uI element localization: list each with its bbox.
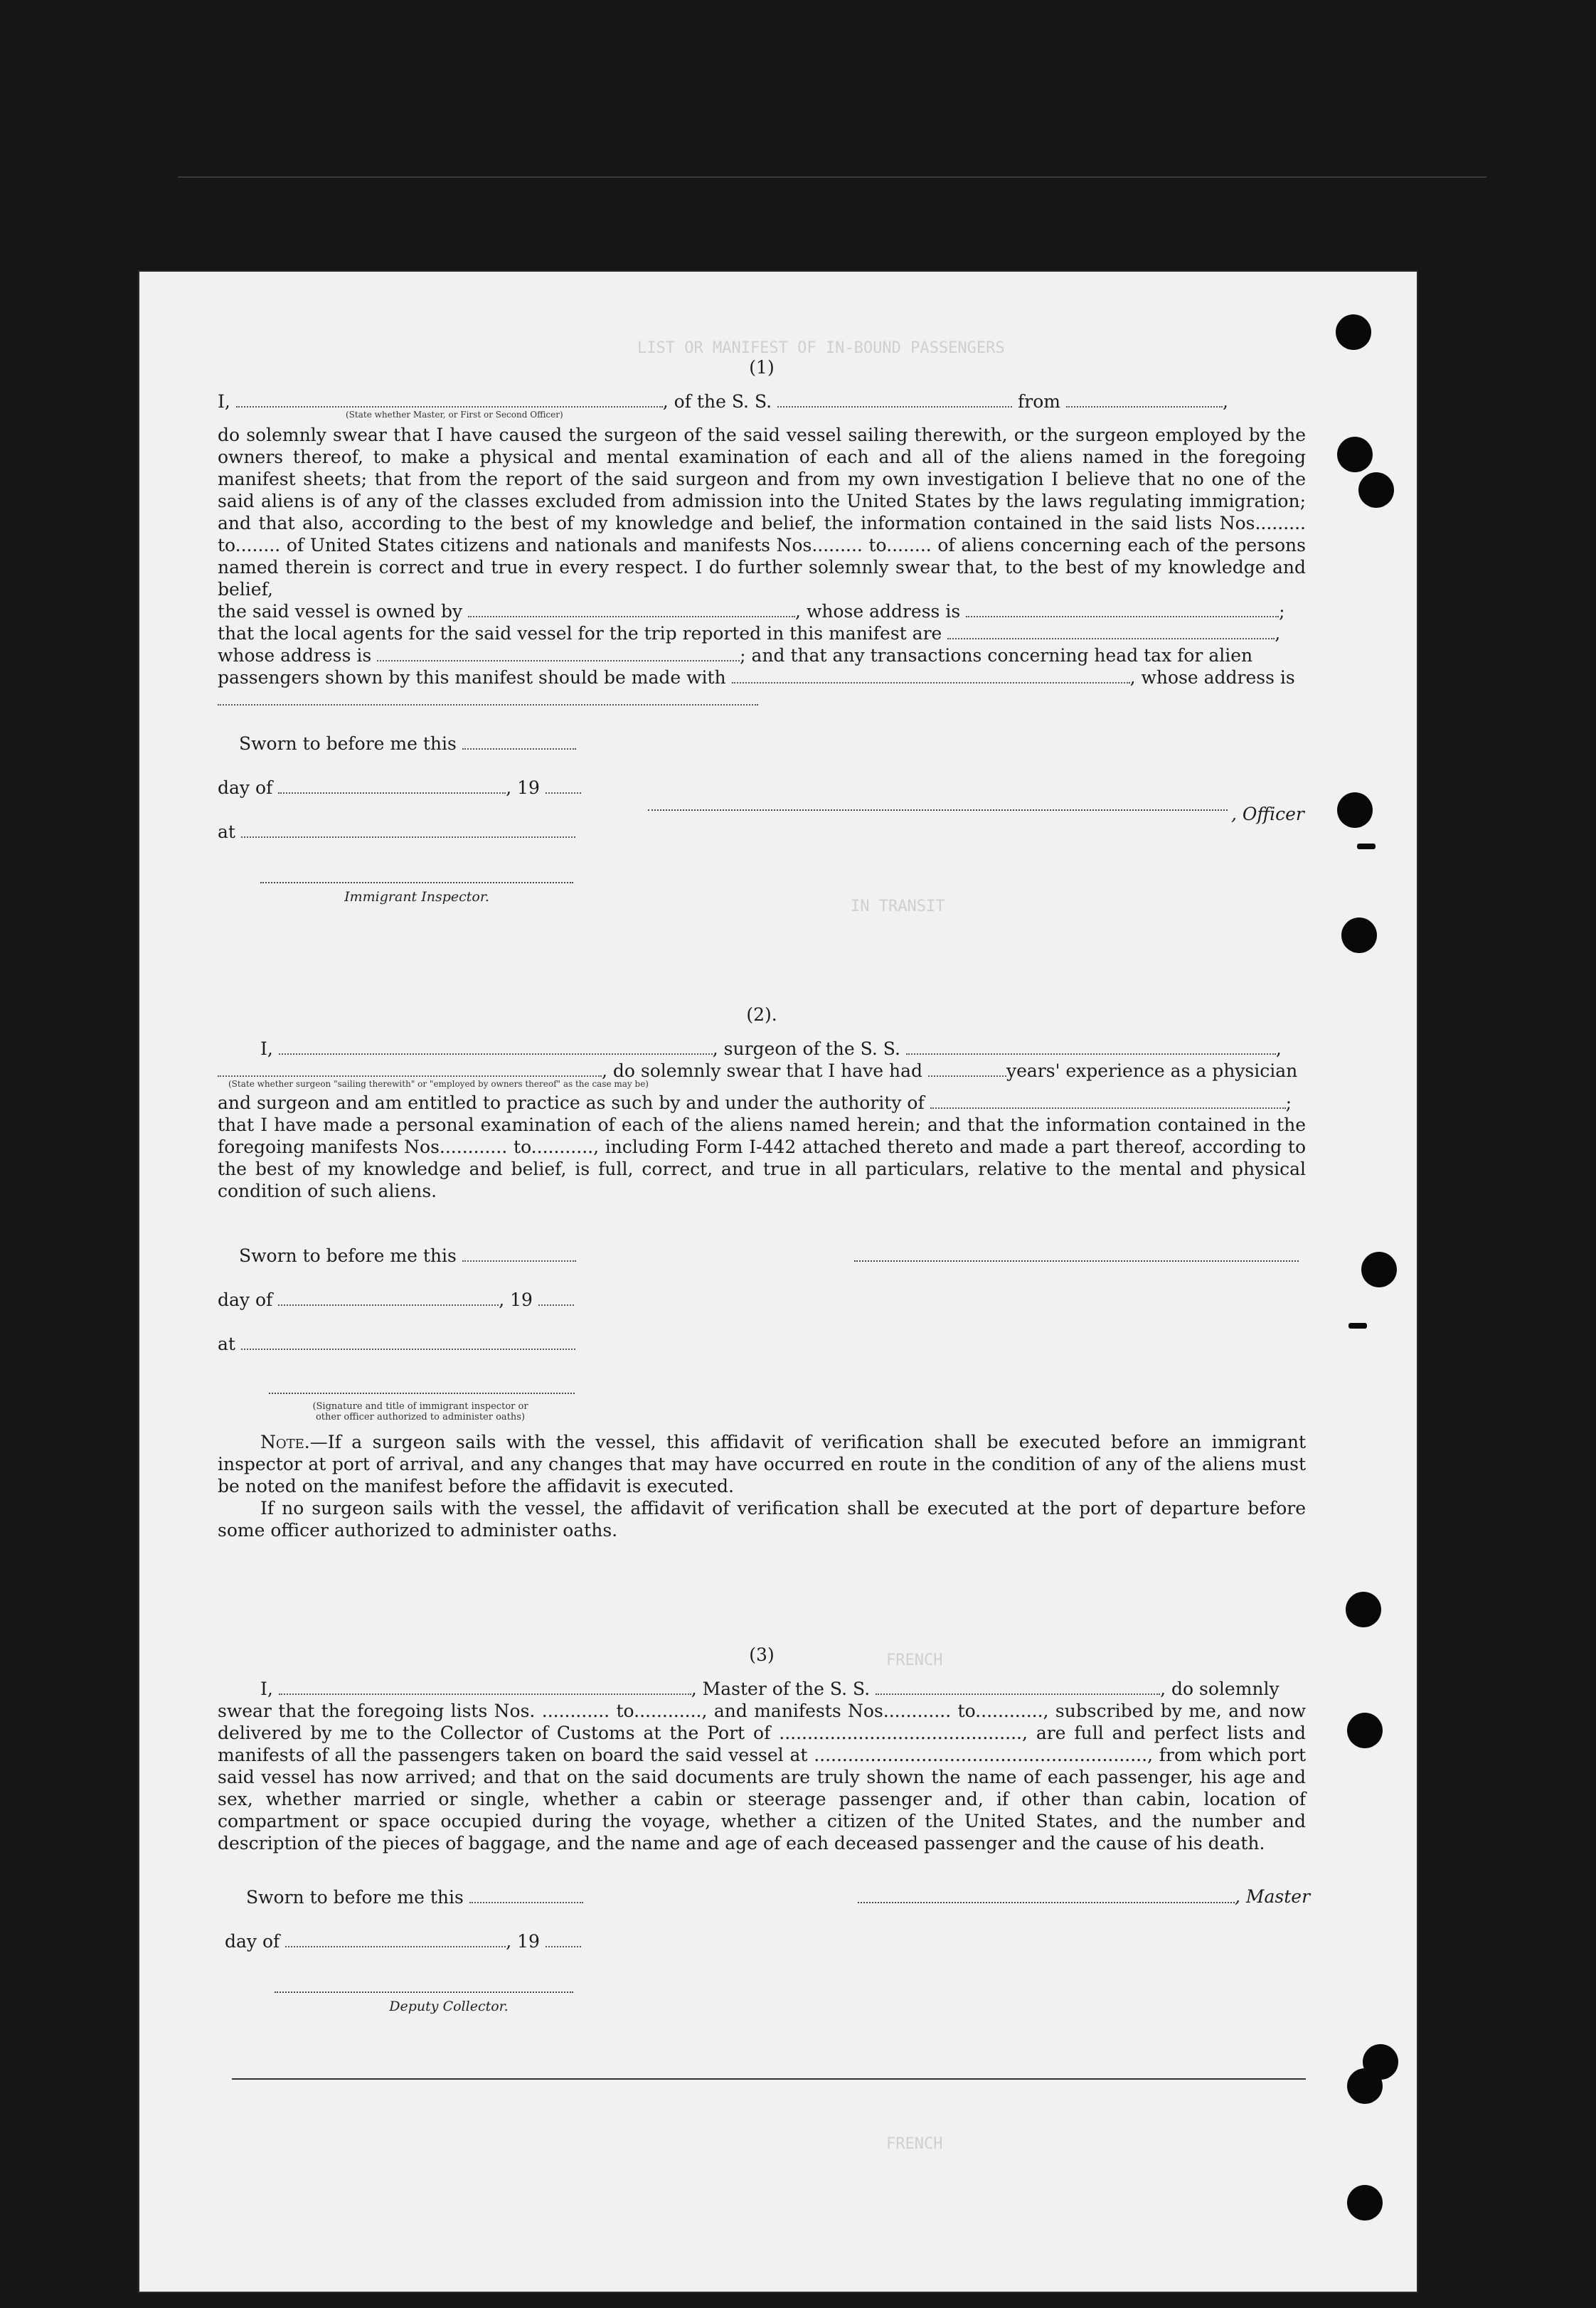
scan-artifact-line (178, 176, 1486, 178)
affidavit-surgeon-section (218, 1004, 1306, 1202)
affidavit-customs-section (218, 1644, 1306, 1854)
oath-body: do solemnly swear that I have caused the surgeon of the said vessel sailing therewith, or the surgeon employed by the owners thereof, to make a physical and mental examination of each and all of the aliens named in the foregoing manifest sheets; that from the report of the said surgeon and from my own investigation I believe that no one of the said aliens is of any of the classes excluded from admission into the United States by the laws regulating immigration; and that also, according to the best of my knowledge and belief, the information contained in the said lists Nos......... to........ of United States citizens and nationals and manifests Nos......... to........ of aliens concerning each of the persons named therein is correct and true in every respect. I do further solemnly swear that, to the best of my knowledge and belief, (218, 425, 1306, 600)
day-field[interactable] (278, 1289, 499, 1306)
master-label: , Master (1235, 1886, 1311, 1907)
punch-mark (1357, 844, 1376, 849)
master-customs-line: I, , Master of the S. S. , do solemnly (260, 1679, 1280, 1699)
deputy-signature-line[interactable] (275, 1991, 573, 1993)
officer-signature-line[interactable] (648, 809, 1228, 811)
note-block (218, 1431, 1306, 1541)
year-field[interactable] (546, 1930, 581, 1947)
administering-officer-signature-line[interactable] (269, 1393, 575, 1394)
punch-hole (1346, 1592, 1381, 1627)
surgeon-vessel-field[interactable] (906, 1038, 1276, 1055)
note-paragraph: Note.—If a surgeon sails with the vessel, this affidavit of verification shall be executed before an immigrant inspector at port of arrival, and any changes that may have occurred en route in the condition of any of the aliens must be noted on the manifest before the affidavit is executed. (218, 1432, 1306, 1496)
agent-address-line: whose address is ; and that any transactions concerning head tax for alien (218, 645, 1253, 666)
day-field[interactable] (285, 1930, 506, 1947)
punch-mark (1348, 1323, 1367, 1329)
customs-vessel-field[interactable] (876, 1678, 1160, 1695)
agents-line: that the local agents for the said vessel for the trip reported in this manifest are , (218, 623, 1281, 644)
bleed-through-text: FRENCH (886, 1652, 943, 1669)
head-tax-line: passengers shown by this manifest should be made with , whose address is (218, 667, 1295, 688)
owner-field[interactable] (468, 600, 795, 617)
address-continuation-line (218, 688, 1306, 711)
year-field[interactable] (546, 777, 581, 794)
note-paragraph-2: If no surgeon sails with the vessel, the affidavit of verification shall be executed at the port of departure before some officer authorized to administer oaths. (218, 1498, 1306, 1541)
surgeon-signature-line[interactable] (854, 1260, 1299, 1262)
punch-hole (1358, 472, 1394, 508)
punch-hole (1361, 1252, 1397, 1287)
authority-field[interactable] (930, 1092, 1286, 1109)
experience-line: , do solemnly swear that I have had years' experience as a physician (218, 1060, 1306, 1082)
inspector-signature-line[interactable] (260, 882, 573, 883)
sworn-date-field[interactable] (462, 1245, 576, 1262)
head-tax-address-field[interactable] (218, 688, 758, 706)
owner-address-field[interactable] (966, 600, 1279, 617)
surgeon-name-field[interactable] (279, 1038, 713, 1055)
sworn-line-1: Sworn to before me this (239, 733, 576, 754)
rank-caption: (State whether Master, or First or Second Officer) (346, 410, 563, 420)
section-number: (2). (746, 1004, 777, 1025)
punch-hole (1337, 437, 1373, 472)
affidavit-page (139, 272, 1417, 2292)
surgeon-oath-body: that I have made a personal examination of each of the aliens named herein; and that the information contained in the foregoing manifests Nos............ to..........., including Form I-442 attached thereto and made a part thereof, according to the best of my knowledge and belief, is full, correct, and true in all particulars, relative to the mental and physical condition of such aliens. (218, 1115, 1306, 1201)
punch-hole (1347, 2185, 1383, 2221)
place-field[interactable] (241, 821, 575, 838)
master-declaration-line: I, , of the S. S. from , (218, 391, 1228, 412)
place-field[interactable] (241, 1333, 575, 1350)
owner-line: the said vessel is owned by , whose address is ; (218, 601, 1285, 622)
bleed-through-text: FRENCH (886, 2135, 943, 2153)
customs-oath-body: swear that the foregoing lists Nos. ............ to............, and manifests Nos............ to............, subscribed by me, and now delivered by me to the Collector of Customs at the Port of ..........................................., are full and perfect lists and manifests of all the passengers taken on board the said vessel at ..........................................................., from which port said vessel has now arrived; and that on the said documents are truly shown the name of each passenger, his age and sex, whether married or single, whether a cabin or steerage passenger and, if other than cabin, location of compartment or space occupied during the voyage, whether a citizen of the United States, and the number and description of the pieces of baggage, and the name and age of each deceased passenger and the cause of his death. (218, 1701, 1306, 1854)
at-line-2: at (218, 1333, 575, 1354)
agent-address-field[interactable] (377, 644, 740, 661)
day-line-2: day of , 19 (218, 1289, 574, 1310)
day-field[interactable] (278, 777, 506, 794)
deputy-caption: Deputy Collector. (389, 1999, 509, 2014)
punch-hole (1341, 918, 1377, 953)
surgeon-caption: (State whether surgeon "sailing therewith" or "employed by owners thereof" as the case may be) (228, 1079, 649, 1089)
sworn-date-field[interactable] (469, 1886, 583, 1903)
bleed-through-text: IN TRANSIT (851, 898, 945, 915)
inspector-caption: Immigrant Inspector. (344, 889, 489, 905)
surgeon-line: I, , surgeon of the S. S. , (260, 1038, 1282, 1059)
sworn-line-3: Sworn to before me this (246, 1886, 583, 1908)
authority-line: and surgeon and am entitled to practice as such by and under the authority of ; (218, 1092, 1292, 1113)
master-name-field[interactable] (279, 1678, 691, 1695)
agents-field[interactable] (947, 622, 1275, 639)
from-field[interactable] (1066, 390, 1223, 408)
officer-label: , Officer (1231, 804, 1304, 824)
head-tax-field[interactable] (732, 666, 1130, 684)
punch-hole (1347, 2068, 1383, 2104)
vessel-field[interactable] (777, 390, 1012, 408)
punch-hole (1336, 314, 1371, 350)
master-signature-line[interactable] (858, 1902, 1235, 1903)
day-line-3: day of , 19 (225, 1930, 581, 1952)
day-line-1: day of , 19 (218, 777, 581, 798)
punch-hole (1347, 1713, 1383, 1748)
sworn-line-2: Sworn to before me this (239, 1245, 576, 1266)
year-field[interactable] (538, 1289, 574, 1306)
section-number: (3) (749, 1644, 775, 1665)
years-field[interactable] (928, 1060, 1006, 1077)
punch-hole (1337, 792, 1373, 828)
sworn-date-field[interactable] (462, 733, 576, 750)
bleed-through-text: LIST OR MANIFEST OF IN-BOUND PASSENGERS (637, 339, 1005, 357)
name-field[interactable] (236, 390, 663, 408)
administering-officer-caption: (Signature and title of immigrant inspector or other officer authorized to administer oaths) (312, 1401, 528, 1422)
at-line-1: at (218, 821, 575, 842)
affidavit-master-section (218, 357, 1306, 711)
surgeon-status-field[interactable] (218, 1060, 602, 1077)
section-number: (1) (749, 357, 775, 378)
bottom-rule (232, 2078, 1306, 2080)
